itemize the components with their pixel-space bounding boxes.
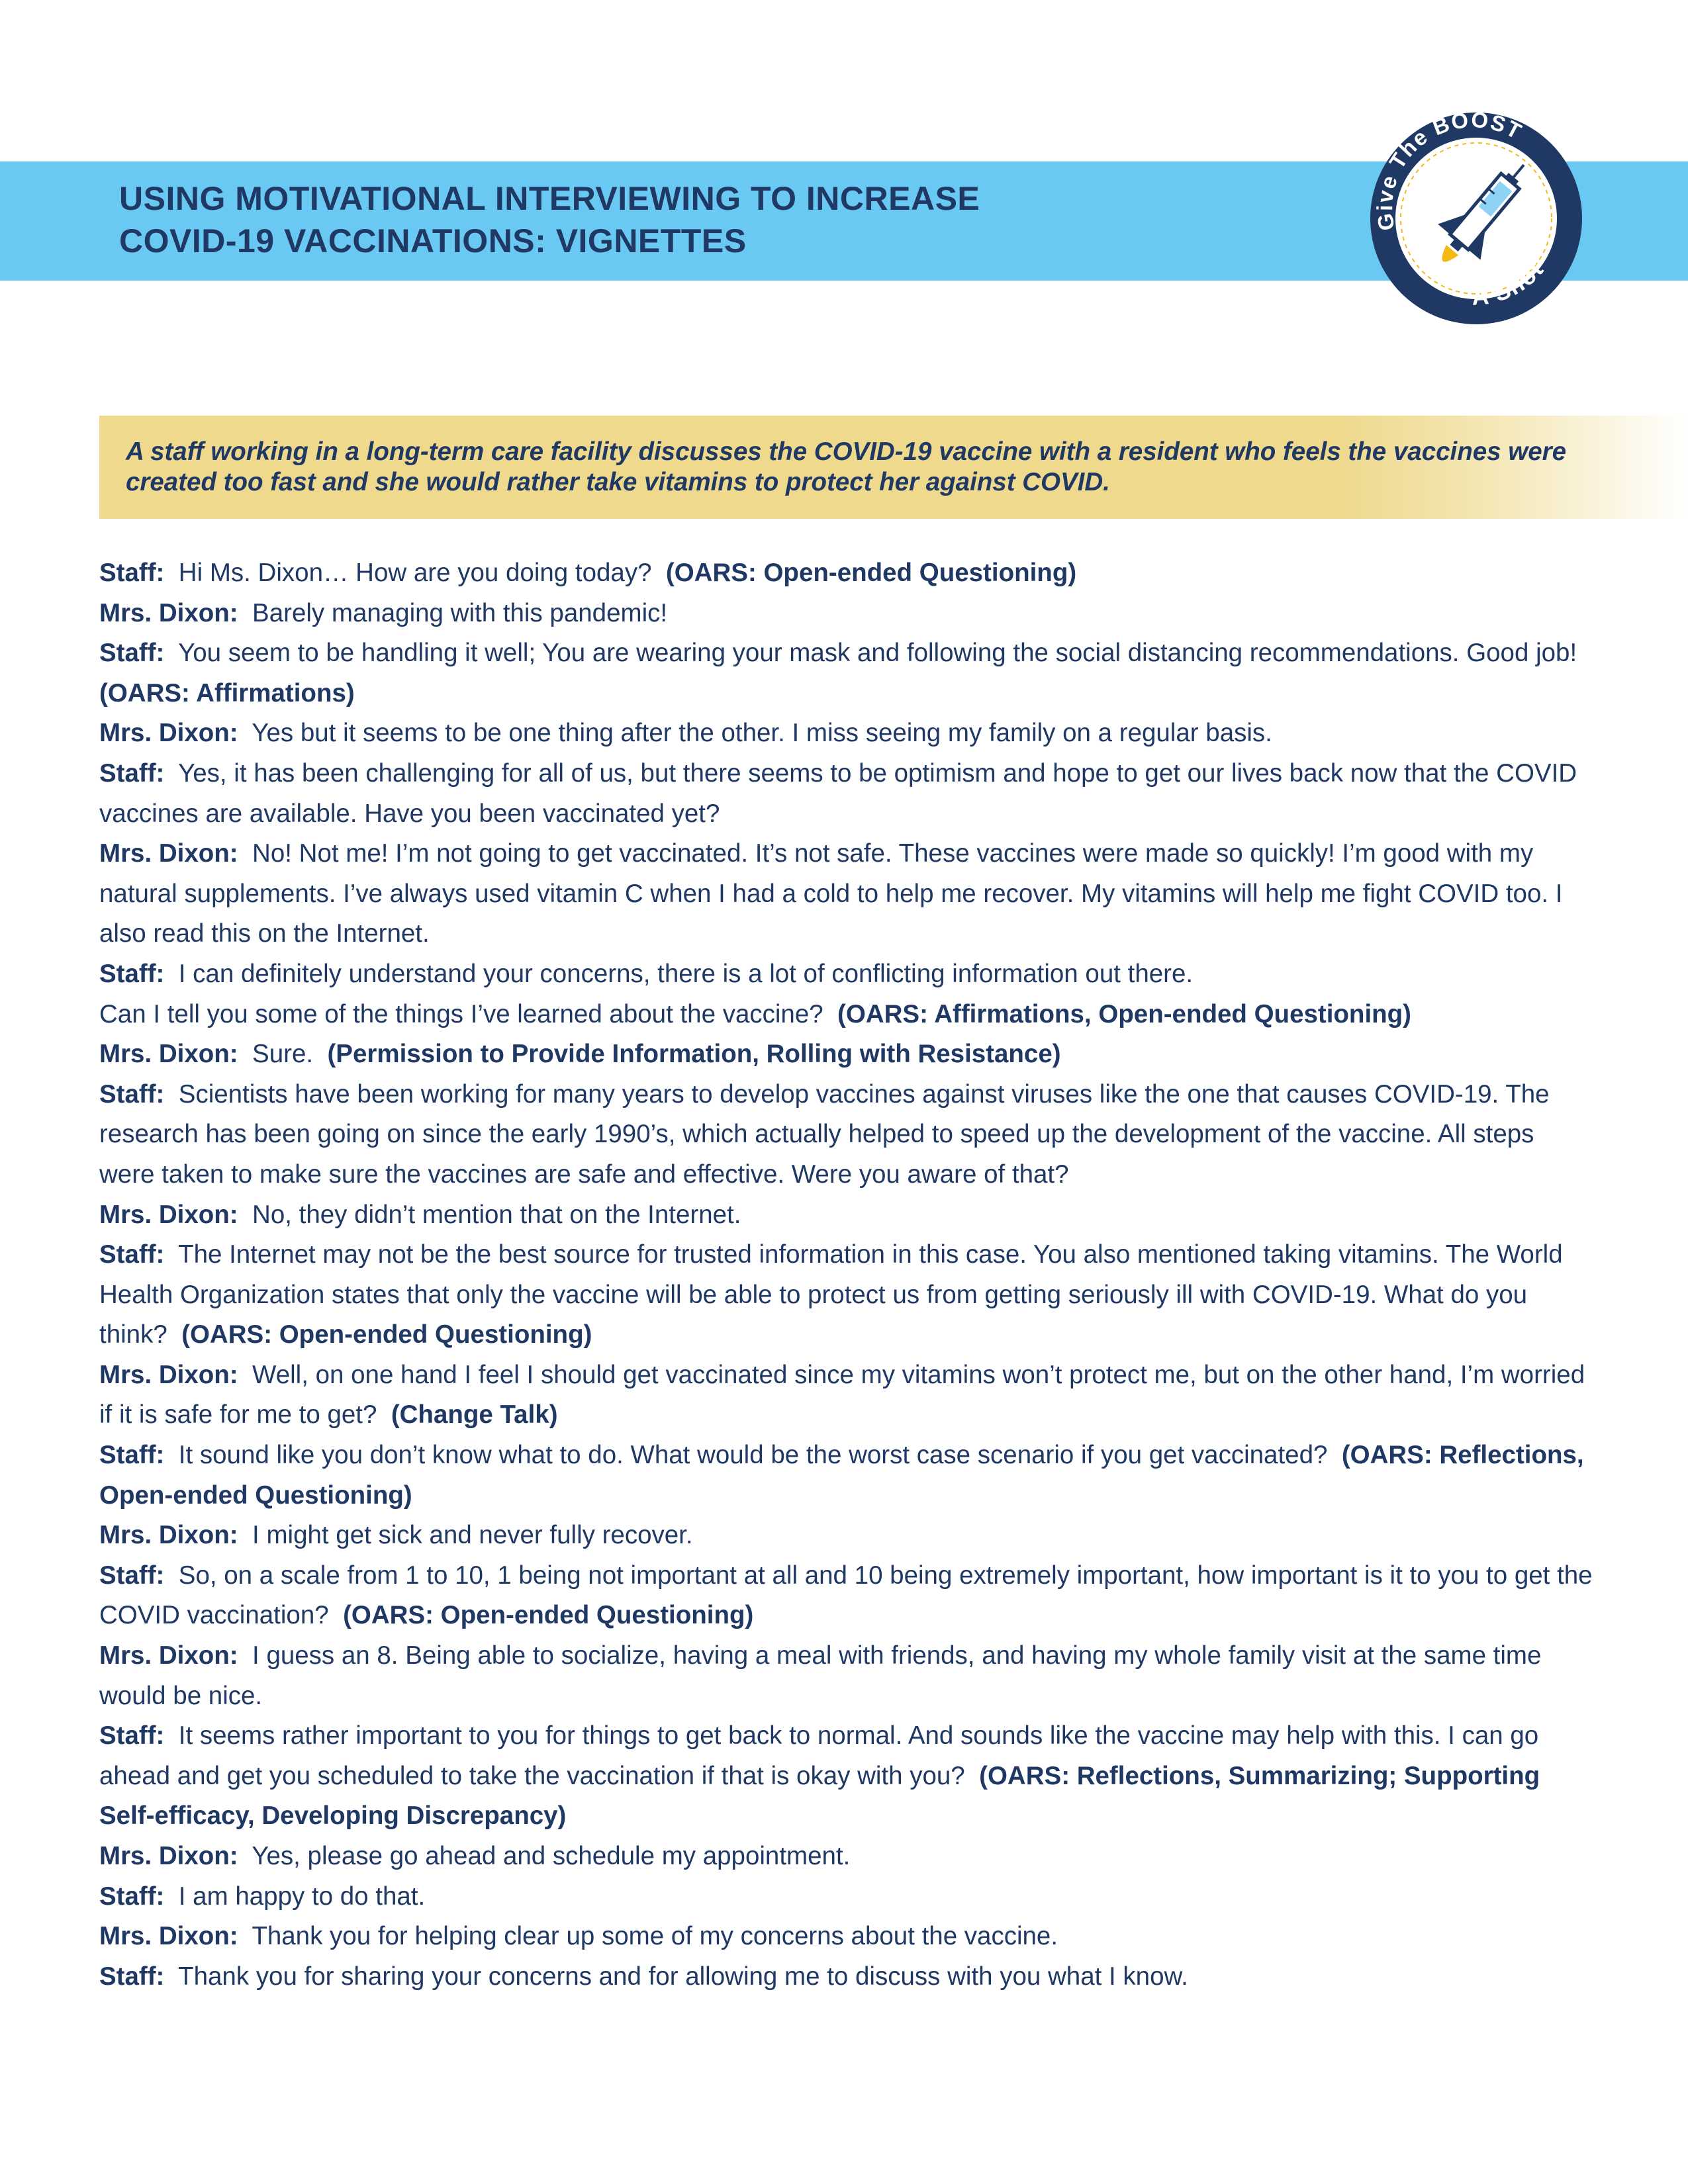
speaker-label: Staff:: [99, 1721, 165, 1751]
technique-note: (OARS: Affirmations): [99, 678, 355, 707]
speaker-label: Mrs. Dixon:: [99, 1200, 238, 1229]
scenario-callout: [99, 416, 1688, 519]
dialogue-text: Can I tell you some of the things I’ve learned about the vaccine?: [99, 999, 823, 1028]
speaker-label: Mrs. Dixon:: [99, 1641, 238, 1670]
speaker-label: Staff:: [99, 1079, 165, 1109]
dialogue-line: [99, 594, 1595, 634]
speaker-label: Mrs. Dixon:: [99, 1360, 238, 1389]
technique-note: (Change Talk): [391, 1400, 558, 1430]
technique-note: (OARS: Open-ended Questioning): [343, 1601, 754, 1630]
dialogue-text: I might get sick and never fully recover.: [252, 1521, 693, 1550]
speaker-label: Staff:: [99, 1240, 165, 1269]
scenario-text: A staff working in a long-term care facility discusses the COVID-19 vaccine with a resident who feels the vaccines were created too fast and she would rather take vitamins to protect her against COVID.: [126, 437, 1567, 496]
speaker-label: Mrs. Dixon:: [99, 839, 238, 868]
dialogue-text: Hi Ms. Dixon… How are you doing today?: [178, 559, 652, 587]
dialogue-line: [99, 553, 1595, 594]
dialogue-text: Yes but it seems to be one thing after the other. I miss seeing my family on a regular basis.: [252, 719, 1272, 748]
dialogue-line: [99, 995, 1595, 1035]
dialogue-text: Sure.: [252, 1040, 314, 1069]
dialogue-text: Thank you for helping clear up some of my concerns about the vaccine.: [252, 1922, 1058, 1951]
dialogue-line: [99, 1917, 1595, 1957]
give-the-boost-logo: [1364, 106, 1589, 331]
logo-bottom-text: A Shot: [1470, 255, 1550, 310]
dialogue-line: [99, 1075, 1595, 1195]
speaker-label: Mrs. Dixon:: [99, 719, 238, 748]
dialogue-text: I can definitely understand your concerns, there is a lot of conflicting information out there.: [178, 959, 1194, 988]
dialogue-line: [99, 1435, 1595, 1516]
speaker-label: Mrs. Dixon:: [99, 1842, 238, 1870]
technique-note: (Permission to Provide Information, Rolling with Resistance): [327, 1040, 1061, 1069]
dialogue-text: Yes, it has been challenging for all of us, but there seems to be optimism and hope to get our lives back now that the COVID vaccines are available. Have you been vaccinated yet?: [99, 758, 1577, 828]
dialogue-text: Yes, please go ahead and schedule my appointment.: [252, 1842, 851, 1870]
title-line-1: USING MOTIVATIONAL INTERVIEWING TO INCREASE: [119, 180, 980, 217]
technique-note: (OARS: Open-ended Questioning): [181, 1320, 592, 1349]
technique-note: (OARS: Reflections, Summarizing; Supporting Self-efficacy, Developing Discrepancy): [99, 1761, 1540, 1831]
speaker-label: Staff:: [99, 959, 165, 988]
speaker-label: Staff:: [99, 758, 165, 788]
dialogue-line: [99, 1355, 1595, 1435]
dialogue-line: [99, 834, 1595, 954]
speaker-label: Staff:: [99, 559, 165, 587]
speaker-label: Mrs. Dixon:: [99, 1922, 238, 1951]
dialogue-text: Well, on one hand I feel I should get vaccinated since my vitamins won’t protect me, but on the other hand, I’m worried if it is safe for me to get?: [99, 1360, 1585, 1430]
dialogue-line: [99, 1556, 1595, 1636]
dialogue-line: [99, 1034, 1595, 1075]
dialogue-text: No, they didn’t mention that on the Internet.: [252, 1200, 741, 1229]
speaker-label: Staff:: [99, 1882, 165, 1911]
dialogue-text: The Internet may not be the best source for trusted information in this case. You also mentioned taking vitamins. The World Health Organization states that only the vaccine will be able to protect us from getting seriously ill with COVID-19. What do you think?: [99, 1240, 1563, 1349]
dialogue-line: [99, 1636, 1595, 1716]
dialogue-text: Scientists have been working for many years to develop vaccines against viruses like the one that causes COVID-19. The research has been going on since the early 1990’s, which actually helped to speed up the development of the vaccine. All steps were taken to make sure the vaccines are safe and effective. Were you aware of that?: [99, 1079, 1550, 1189]
dialogue-line: [99, 1837, 1595, 1877]
dialogue-line: [99, 1877, 1595, 1917]
speaker-label: Staff:: [99, 1441, 165, 1470]
dialogue-text: You seem to be handling it well; You are wearing your mask and following the social distancing recommendations. Good job!: [178, 639, 1577, 668]
logo-top-text: Give The BOOST: [1372, 107, 1526, 232]
speaker-label: Staff:: [99, 639, 165, 668]
dialogue-text: It seems rather important to you for things to get back to normal. And sounds like the vaccine may help with this. I can go ahead and get you scheduled to take the vaccination if that is okay with you?: [99, 1721, 1539, 1790]
dialogue-line: [99, 1516, 1595, 1556]
speaker-label: Staff:: [99, 1561, 165, 1590]
dialogue-line: [99, 633, 1595, 713]
dialogue-line: [99, 954, 1595, 995]
dialogue-text: Barely managing with this pandemic!: [252, 598, 668, 627]
technique-note: (OARS: Open-ended Questioning): [665, 559, 1077, 587]
dialogue-text: I am happy to do that.: [178, 1882, 426, 1911]
dialogue-text: Thank you for sharing your concerns and for allowing me to discuss with you what I know.: [178, 1962, 1188, 1991]
dialogue-text: So, on a scale from 1 to 10, 1 being not important at all and 10 being extremely important, how important is it to you to get the COVID vaccination?: [99, 1561, 1593, 1630]
dialogue-text: I guess an 8. Being able to socialize, having a meal with friends, and having my whole family visit at the same time would be nice.: [99, 1641, 1542, 1710]
dialogue-text: It sound like you don’t know what to do. What would be the worst case scenario if you get vaccinated?: [178, 1441, 1328, 1470]
dialogue-line: [99, 754, 1595, 834]
speaker-label: Mrs. Dixon:: [99, 598, 238, 627]
speaker-label: Staff:: [99, 1962, 165, 1991]
dialogue-line: [99, 713, 1595, 754]
dialogue: [99, 553, 1595, 1997]
title-line-2: COVID-19 VACCINATIONS: VIGNETTES: [119, 222, 747, 259]
dialogue-line: [99, 1235, 1595, 1355]
dialogue-line: [99, 1716, 1595, 1837]
dialogue-text: No! Not me! I’m not going to get vaccinated. It’s not safe. These vaccines were made so quickly! I’m good with my natural supplements. I’ve always used vitamin C when I had a cold to help me recover. My vitamins will help me fight COVID too. I also read this on the Internet.: [99, 839, 1563, 948]
dialogue-line: [99, 1195, 1595, 1236]
page-title: [119, 177, 980, 262]
technique-note: (OARS: Affirmations, Open-ended Questioning): [837, 999, 1411, 1028]
speaker-label: Mrs. Dixon:: [99, 1521, 238, 1550]
dialogue-line: [99, 1957, 1595, 1997]
speaker-label: Mrs. Dixon:: [99, 1040, 238, 1069]
technique-note: (OARS: Reflections, Open-ended Questioning): [99, 1441, 1584, 1510]
